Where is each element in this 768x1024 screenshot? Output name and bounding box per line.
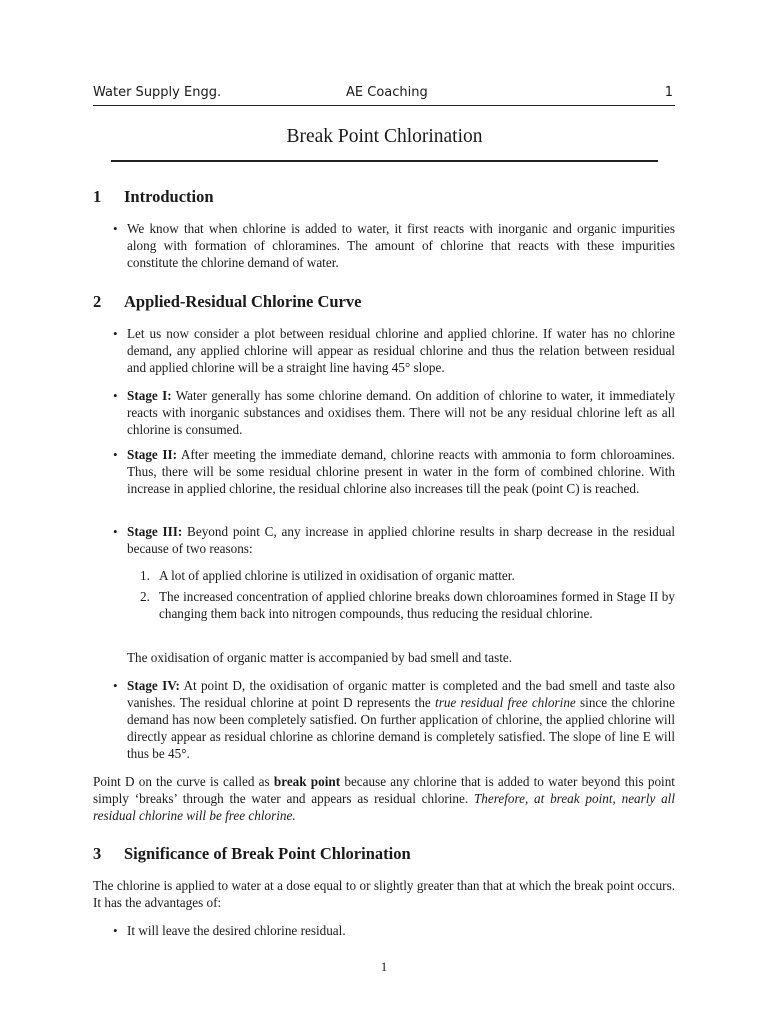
reason-item-1 (140, 567, 675, 584)
footer-page-number: 1 (380, 959, 388, 974)
section-heading-curve (93, 292, 361, 312)
break-point-term: break point (273, 774, 341, 789)
reason-text: A lot of applied chlorine is utilized in oxidisation of organic matter. (159, 568, 515, 583)
title-rule (111, 160, 658, 162)
header-page-number: 1 (664, 85, 673, 100)
break-point-text-b: because any chlorine that is added to water beyond this point simply ‘breaks’ through the water and appears as residual chlorine. (93, 774, 675, 806)
reason-number: 1. (140, 568, 150, 583)
section-heading-introduction (93, 187, 214, 207)
stage-4-text-a: At point D, the oxidisation of organic matter is completed and the bad smell and taste also vanishes. The residual chlorine at point D represents the (127, 678, 675, 710)
stage-2-label: Stage II: (127, 447, 177, 462)
running-header (93, 85, 675, 106)
intro-bullet: • We know that when chlorine is added to water, it first reacts with inorganic and organic impurities along with formation of chloramines. The amount of chlorine that reacts with these impurities constitute the chlorine demand of water. (127, 220, 675, 271)
break-point-text-a: Point D on the curve is called as (93, 774, 274, 789)
stage-2-bullet (127, 446, 675, 497)
section-title: Significance of Break Point Chlorination (124, 844, 411, 863)
section-heading-significance (93, 844, 411, 864)
significance-bullet: • It will leave the desired chlorine residual. (127, 922, 675, 939)
header-course: Water Supply Engg. (93, 85, 222, 100)
stage-2-text: After meeting the immediate demand, chlorine reacts with ammonia to form chloroamines. Thus, there will be some residual chlorine present in water in the form of combined chlorine. With increase in applied chlorine, the residual chlorine also increases till the peak (point C) is reached. (127, 447, 675, 496)
stage-3-bullet (127, 523, 675, 557)
reason-text: The increased concentration of applied chlorine breaks down chloroamines formed in Stage II by changing them back into nitrogen compounds, thus reducing the residual chlorine. (159, 589, 675, 621)
stage-4-label: Stage IV: (127, 678, 180, 693)
section-number: 3 (93, 844, 102, 863)
significance-paragraph: The chlorine is applied to water at a dose equal to or slightly greater than that at which the break point occurs. It has the advantages of: (93, 878, 675, 910)
section-number: 2 (93, 292, 102, 311)
reason-number: 2. (140, 589, 150, 604)
stage-4-text-b: since the chlorine demand has now been completely satisfied. On further application of chlorine, the applied chlorine will directly appear as residual chlorine as chlorine demand is completely satisfied. The slope of line E will thus be 45°. (127, 695, 675, 761)
reason-item-2 (140, 588, 675, 622)
stage-1-text: Water generally has some chlorine demand. On addition of chlorine to water, it immediately reacts with inorganic substances and oxidises them. There will not be any residual chlorine left as all chlorine is consumed. (127, 388, 675, 437)
header-institute: AE Coaching (346, 85, 428, 100)
break-point-italic: Therefore, at break point, nearly all residual chlorine will be free chlorine. (93, 791, 675, 823)
section-title: Applied-Residual Chlorine Curve (124, 292, 362, 311)
stage-4-italic: true residual free chlorine (435, 695, 576, 710)
document-title: Break Point Chlorination (286, 126, 483, 147)
stage-1-bullet (127, 387, 675, 438)
curve-bullet-plot: • Let us now consider a plot between residual chlorine and applied chlorine. If water has no chlorine demand, any applied chlorine will appear as residual chlorine and thus the relation between residual and applied chlorine will be a straight line having 45° slope. (127, 325, 675, 376)
stage-3-text: Beyond point C, any increase in applied chlorine results in sharp decrease in the residual because of two reasons: (127, 524, 675, 556)
stage-4-bullet (127, 677, 675, 762)
stage-3-label: Stage III: (127, 524, 183, 539)
stage-1-label: Stage I: (127, 388, 172, 403)
break-point-paragraph (93, 773, 675, 824)
section-number: 1 (93, 187, 102, 206)
oxidisation-note: The oxidisation of organic matter is accompanied by bad smell and taste. (127, 650, 513, 665)
section-title: Introduction (124, 187, 214, 206)
